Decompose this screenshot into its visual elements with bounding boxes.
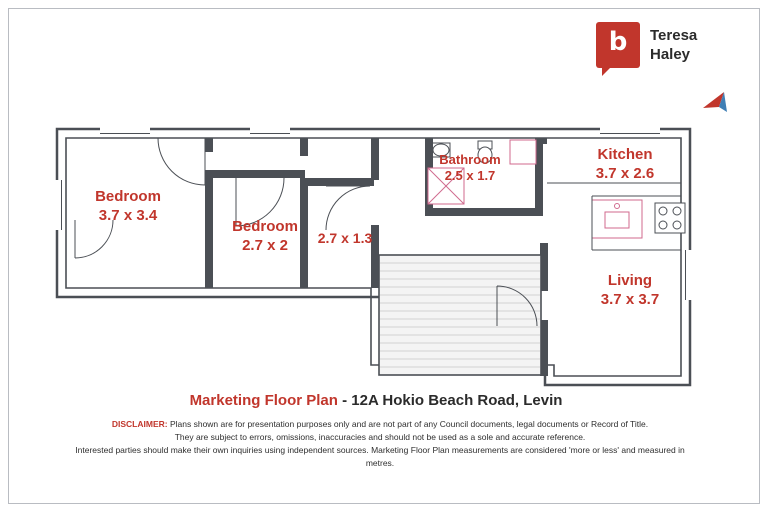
room-dimensions: 3.7 x 3.7 (600, 290, 660, 308)
room-dimensions: 3.7 x 2.6 (595, 164, 655, 182)
title-address: 12A Hokio Beach Road, Levin (351, 392, 563, 409)
room-name: Bedroom (95, 188, 161, 205)
room-label-living (570, 272, 690, 310)
disclaimer-heading: DISCLAIMER: (111, 419, 168, 429)
room-label-small-room (295, 230, 395, 248)
title-prefix: Marketing Floor Plan (189, 392, 338, 409)
disclaimer (60, 418, 700, 470)
room-label-bathroom (414, 152, 526, 185)
title-separator: - (337, 392, 352, 409)
room-name: Bathroom (439, 152, 501, 167)
room-label-bedroom1 (58, 188, 198, 226)
room-dimensions: 2.5 x 1.7 (444, 168, 496, 184)
disclaimer-line-1 (60, 418, 700, 431)
page-title (0, 392, 752, 409)
disclaimer-line-3: Interested parties should make their own inquiries using independent sources. Marketing Floor Plan measurements are considered 'more or less' and measured in metres. (75, 445, 685, 468)
disclaimer-line-2: They are subject to errors, omissions, inaccuracies and should not be used as a sole and accurate reference. (174, 432, 586, 442)
brand-name-line2: Haley (650, 46, 691, 63)
disclaimer-text-1: Plans shown are for presentation purposes only and are not part of any Council documents, legal documents or Record of Title. (169, 419, 649, 429)
room-name: Living (607, 272, 653, 289)
room-label-kitchen (565, 146, 685, 184)
room-dimensions: 2.7 x 2 (242, 236, 288, 254)
room-dimensions: 3.7 x 3.4 (98, 206, 158, 224)
room-name: Bedroom (232, 218, 298, 235)
brand-name-line1: Teresa (650, 27, 698, 44)
brand-letter: b (608, 27, 628, 57)
room-dimensions: 2.7 x 1.3 (317, 230, 373, 246)
room-name: Kitchen (597, 146, 653, 163)
